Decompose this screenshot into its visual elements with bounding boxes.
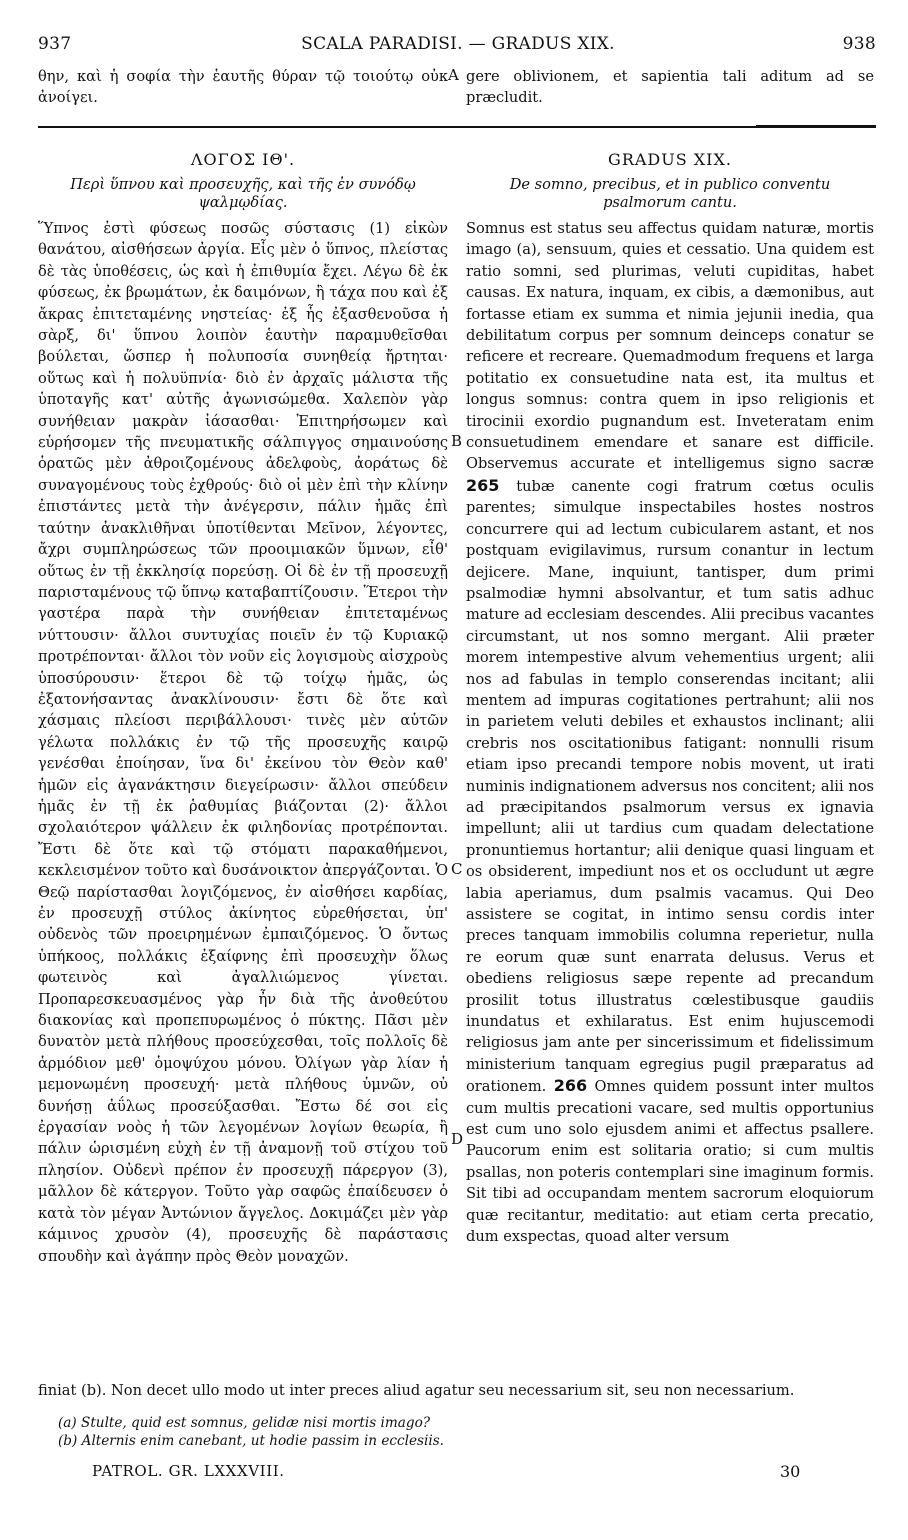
- full-width-line: finiat (b). Non decet ullo modo ut inter preces aliud agatur seu necessarium sit, seu non necessarium.: [38, 1382, 795, 1399]
- margin-marker-a: A: [448, 66, 459, 84]
- running-title: SCALA PARADISI. — GRADUS XIX.: [301, 34, 615, 54]
- latin-subtitle: De somno, precibus, et in publico conventu psalmorum cantu.: [509, 176, 831, 211]
- footnotes: [58, 1414, 858, 1450]
- margin-marker-c: C: [451, 860, 463, 878]
- page-number-right: 938: [842, 34, 876, 54]
- latin-heading: GRADUS XIX.: [608, 150, 732, 169]
- column-number-265: 265: [466, 475, 500, 495]
- margin-marker-b: B: [451, 432, 463, 450]
- latin-continuation: gere oblivionem, et sapientia tali aditum ad se præcludit.: [466, 68, 874, 107]
- page-number-left: 937: [38, 34, 72, 54]
- margin-marker-d: D: [451, 1130, 464, 1148]
- greek-continuation: θην, καὶ ἡ σοφία τὴν ἑαυτῆς θύραν τῷ τοιούτῳ οὐκ ἀνοίγει.: [38, 68, 448, 107]
- greek-heading: ΛΟΓΟΣ ΙΘ'.: [190, 150, 296, 169]
- greek-body: [38, 218, 448, 1378]
- gathering-number: 30: [780, 1462, 801, 1481]
- latin-body: [466, 218, 874, 1378]
- footnote-b: (b) Alternis enim canebant, ut hodie passim in ecclesiis.: [58, 1433, 445, 1449]
- greek-subtitle: Περὶ ὕπνου καὶ προσευχῆς, καὶ τῆς ἐν συνόδῳ ψαλμῳδίας.: [70, 176, 416, 211]
- footnote-a: (a) Stulte, quid est somnus, gelidæ nisi mortis imago?: [58, 1415, 431, 1431]
- greek-body-text: Ὕπνος ἐστὶ φύσεως ποσῶς σύστασις (1) εἰκὼν θανάτου, αἰσθήσεων ἀργία. Εἷς μὲν ὁ ὕπνος, πλείστας δὲ τὰς ὑποθέσεις, ὡς καὶ ἡ ἐπιθυμία ἔχει. Λέγω δὲ ἐκ φύσεως, ἐκ βρωμάτων, ἐκ δαιμόνων, ἢ τάχα που καὶ ἐξ ἄκρας ἐπιτεταμένης νηστείας· ἐξ ἧς ἐξασθενοῦσα ἡ σὰρξ, δι' ὕπνου λοιπὸν ἑαυτὴν παραμυθεῖσθαι βούλεται, ὥσπερ ἡ πολυποσία συνηθείᾳ ἤρτηται· οὕτως καὶ ἡ πολυϋπνία· διὸ ἐν ἀρχαῖς μάλιστα τῆς ὑποταγῆς κατ' αὐτῆς ἀγωνισώμεθα. Χαλεπὸν γὰρ συνήθειαν μακρὰν ἰάσασθαι· Ἐπιτηρήσωμεν καὶ εὑρήσομεν τῆς πνευματικῆς σάλπιγγος σημαινούσης ὁρατῶς μὲν ἀθροιζομένους ἀδελφοὺς, ἀοράτως δὲ συναγομένους τοὺς ἐχθρούς· διὸ οἱ μὲν ἐπὶ τὴν κλίνην ἐπιστάντες μετὰ τὴν ἀνέγερσιν, πάλιν ἡμᾶς ἐπὶ ταύτην ἀνακλιθῆναι ὑποτίθενται Μεῖνον, λέγοντες, ἄχρι συμπληρώσεως τῶν προοιμιακῶν ὕμνων, εἶθ' οὕτως ἐν τῇ ἐκκλησίᾳ πορεύσῃ. Οἱ δὲ ἐν τῇ προσευχῇ παρισταμένους τῷ ὕπνῳ καταβαπτίζουσιν. Ἕτεροι τὴν γαστέρα παρὰ τὴν συνήθειαν ἐπιτεταμένως νύττουσιν· ἄλλοι συντυχίας ποιεῖν ἐν τῷ Κυριακῷ προτρέπονται· ἄλλοι τὸν νοῦν εἰς λογισμοὺς αἰσχροὺς ὑποσύρουσιν· ἕτεροι δὲ τῷ τοίχῳ ἡμᾶς, ὡς ἐξατονήσαντας ἀνακλίνουσιν· ἔστι δὲ ὅτε καὶ χάσμαις πλείοσι περιβάλλουσι· τινὲς μὲν αὐτῶν γέλωτα πολλάκις ἐν τῷ τῆς προσευχῆς καιρῷ γενέσθαι ἐποίησαν, ἵνα δι' ἐκείνου τὸν Θεὸν καθ' ἡμῶν εἰς ἀγανάκτησιν διεγείρωσιν· ἄλλοι σπεύδειν ἡμᾶς ἐν τῇ ἐκ ῥαθυμίας βιάζονται (2)· ἄλλοι σχολαιότερον ψάλλειν ἐκ φιληδονίας προτρέπονται. Ἔστι δὲ ὅτε καὶ τῷ στόματι παρακαθήμενοι, κεκλεισμένον τοῦτο καὶ δυσάνοικτον ἀπεργάζονται. Ὁ Θεῷ παρίστασθαι λογιζόμενος, ἐν αἰσθήσει καρδίας, ἐν προσευχῇ στύλος ἀκίνητος εὑρεθήσεται, ὑπ' οὐδενὸς τῶν προειρημένων ἐμπαιζόμενος. Ὁ ὄντως ὑπήκοος, πολλάκις ἐξαίφνης ἐπὶ προσευχὴν ὅλως φωτεινὸς καὶ ἀγαλλιώμενος γίνεται. Προπαρεσκευασμένος γὰρ ἦν διὰ τῆς ἀνοθεύτου διακονίας καὶ προπεπυρωμένος ὁ πύκτης. Πᾶσι μὲν δυνατὸν μετὰ πλήθους προσεύχεσθαι, τοῖς πολλοῖς δὲ ἁρμόδιον μεθ' ὁμοψύχου μόνου. Ὀλίγων γὰρ λίαν ἡ μεμονωμένη προσευχή· μετὰ πλήθους ὑμνῶν, οὐ δυνήσῃ ἀΰλως προσεύξασθαι. Ἔστω δέ σοι εἰς ἐργασίαν νοὸς ἡ τῶν λεγομένων λογίων θεωρία, ἢ πάλιν ὡρισμένη εὐχὴ ἐν τῇ ἀναμονῇ τοῦ στίχου τοῦ πλησίον. Οὐδενὶ πρέπον ἐν προσευχῇ πάρεργον (3), μᾶλλον δὲ κάτεργον. Τοῦτο γὰρ σαφῶς ἐπαίδευσεν ὁ κατὰ τὸν μέγαν Ἀντώνιον ἄγγελος. Δοκιμάζει μὲν γὰρ κάμινος χρυσὸν (4), προσευχῆς δὲ παράστασις σπουδὴν καὶ ἀγάπην πρὸς Θεὸν μοναχῶν.: [38, 220, 448, 1265]
- latin-body-text-2: tubæ canente cogi fratrum cœtus oculis parentes; simulque inspectabiles hostes nostros concurrere qui ad lectum cubicularem astant, et nos postquam evigilavimus, rursum conantur in lectum dejicere. Mane, inquiunt, tantisper, dum primi psalmodiæ hymni absolvantur, et tum satis adhuc mature ad ecclesiam descendes. Alii precibus vacantes circumstant, ut nos somno mergant. Alii præter morem intempestive alvum vehementius urgent; alii nos ad fabulas in templo conserendas incitant; alii mentem ad impuras cogitationes pertrahunt; alii nos in parietem veluti debiles et exhaustos inclinant; alii crebris nos oscitationibus fatigant: nonnulli risum etiam ipso precandi tempore nobis movent, ut irati numinis indignationem adversus nos concitent; alii nos ad præcipitandos psalmorum versus ex ignavia impellunt; alii ut tardius cum quadam delectatione pronuntiemus hortantur; alii denique quasi linguam et os obsiderent, impediunt nos et os occludunt ut ægre labia aperiamus, dum psalmis vacamus. Qui Deo assistere se cogitat, in intimo sensu cordis inter preces tanquam immobilis columna reperietur, nulla re eorum quæ sunt enarrata delusus. Verus et obediens religiosus sæpe repente ad precandum prosilit totus illustratus cœlestibusque gaudiis inundatus et exhilaratus. Est enim hujuscemodi religiosus jam ante per sincerissimum et fidelissimum ministerium tanquam egregius pugil præparatus ad orationem.: [466, 477, 874, 1096]
- latin-body-text-3: Omnes quidem possunt inter multos cum multis precationi vacare, sed multis opportunius est cum uno solo ejusdem animi et affectus psallere. Paucorum enim est solitaria oratio; si cum multis psallas, non poteris contemplari sine imaginum formis. Sit tibi ad occupandam mentem sacrorum eloquiorum quæ recitantur, meditatio: aut etiam certa precatio, dum exspectas, quoad alter versum: [466, 1078, 874, 1246]
- latin-body-text-1: Somnus est status seu affectus quidam naturæ, mortis imago (a), sensuum, quies et cessatio. Una quidem est ratio somni, sed plurimas, veluti cupiditas, habet causas. Ex natura, inquam, ex cibis, a dæmonibus, aut fortasse etiam ex summa et nimia jejunii inedia, qua debilitatum corpus per somnum deinceps conatur se reficere et recreare. Quemadmodum frequens et larga potitatio ex consuetudine nata est, ita multus et longus somnus: contra quem in ipso religionis et tirocinii exordio pugnandum est. Inveteratam enim consuetudinem emendare et sanare est difficile. Observemus accurate et intelligemus signo sacræ: [466, 220, 874, 473]
- running-header: [38, 34, 876, 58]
- section-rule: [38, 126, 876, 128]
- column-number-266: 266: [553, 1076, 588, 1096]
- signature-mark: PATROL. GR. LXXXVIII.: [92, 1462, 285, 1480]
